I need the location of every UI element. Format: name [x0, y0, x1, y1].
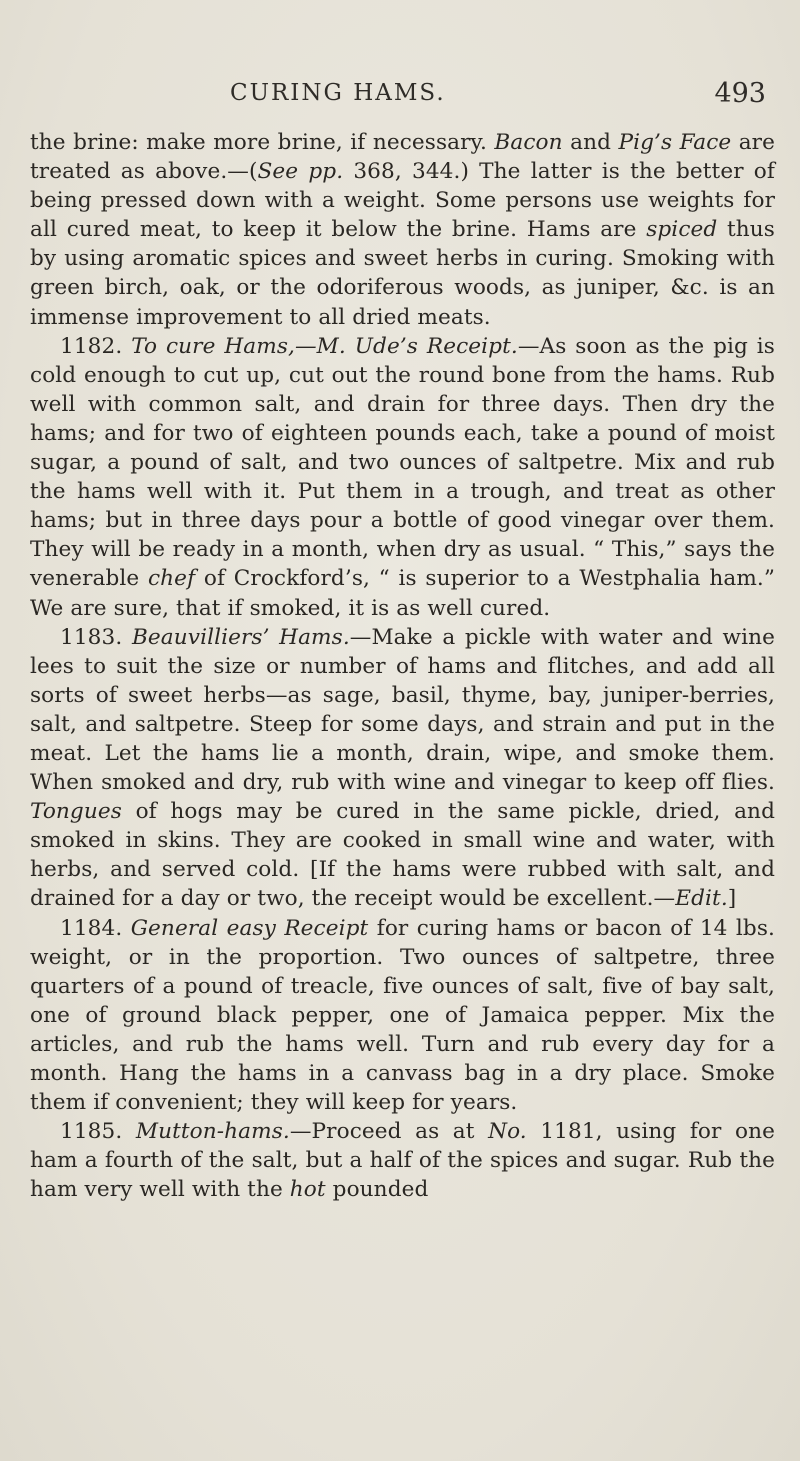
- text-run: 1184.: [60, 915, 131, 941]
- text-run: the brine: make more brine, if necessary.: [30, 130, 495, 155]
- paragraph: [30, 1117, 775, 1204]
- italic-text: See pp.: [257, 159, 344, 185]
- italic-text: Pig’s Face: [618, 130, 732, 155]
- italic-text: General easy Receipt: [130, 915, 369, 941]
- italic-text: Tongues: [30, 799, 122, 825]
- text-run: ]: [727, 886, 737, 912]
- italic-text: Bacon: [494, 130, 563, 155]
- running-title: CURING HAMS.: [230, 80, 446, 106]
- italic-text: spiced: [646, 217, 718, 243]
- paragraph: [30, 128, 775, 332]
- paragraph: [30, 332, 775, 623]
- italic-text: Edit.: [675, 886, 728, 912]
- text-run: of hogs may be cured in the same pickle, dried, and smoked in skins. They are cooked in small wine and water, with herbs, and served cold. [If the hams were rubbed with salt, and drained for a day or two, the receipt would be excellent.—: [30, 799, 775, 912]
- italic-text: chef: [147, 566, 196, 592]
- text-run: thus by using aromatic spices and sweet herbs in curing. Smoking with green birch, oak, or the odoriferous woods, as juniper, &c. is an immense improvement to all dried meats.: [30, 217, 775, 330]
- italic-text: To cure Hams,—M. Ude’s Receipt.: [131, 333, 518, 359]
- paragraph: [30, 914, 775, 1118]
- italic-text: Mutton-hams.: [135, 1119, 290, 1145]
- text-run: 1185.: [60, 1119, 136, 1145]
- text-run: 1182.: [60, 333, 132, 359]
- text-run: —Make a pickle with water and wine lees to suit the size or number of hams and flitches, and add all sorts of sweet herbs—as sage, basil, thyme, bay, juniper-berries, salt, and saltpetre. Steep for some days, and strain and put in the meat. Let the hams lie a month, drain, wipe, and smoke them. When smoked and dry, rub with wine and vinegar to keep off flies.: [30, 624, 775, 796]
- text-run: 1181, using for one ham a fourth of the salt, but a half of the spices and sugar. Rub the ham very well with the: [30, 1119, 775, 1203]
- text-run: 1183.: [60, 624, 132, 650]
- body-text: [30, 128, 775, 1204]
- italic-text: No.: [488, 1119, 527, 1145]
- text-run: for curing hams or bacon of 14 lbs. weight, or in the proportion. Two ounces of saltpetre, three quarters of a pound of treacle, five ounces of salt, five of bay salt, one of ground black pepper, one of Jamaica pepper. Mix the articles, and rub the hams well. Turn and rub every day for a month. Hang the hams in a canvass bag in a dry place. Smoke them if convenient; they will keep for years.: [30, 915, 775, 1116]
- text-run: and: [562, 130, 619, 155]
- italic-text: hot: [289, 1177, 326, 1203]
- text-run: are treated as above.—(: [30, 130, 775, 185]
- page-number: 493: [714, 78, 766, 109]
- italic-text: Beauvilliers’ Hams.: [131, 624, 350, 650]
- text-run: of Crockford’s, “ is superior to a Westphalia ham.” We are sure, that if smoked, it is as well cured.: [30, 566, 775, 621]
- text-run: 368, 344.) The latter is the better of being pressed down with a weight. Some persons use weights for all cured meat, to keep it below the brine. Hams are: [30, 159, 775, 243]
- text-run: —Proceed as at: [289, 1119, 489, 1145]
- paragraph: [30, 623, 775, 914]
- text-run: pounded: [325, 1177, 429, 1203]
- text-run: —As soon as the pig is cold enough to cut up, cut out the round bone from the hams. Rub well with common salt, and drain for three days. Then dry the hams; and for two of eighteen pounds each, take a pound of moist sugar, a pound of salt, and two ounces of saltpetre. Mix and rub the hams well with it. Put them in a trough, and treat as other hams; but in three days pour a bottle of good vinegar over them. They will be ready in a month, when dry as usual. “ This,” says the venerable: [30, 333, 775, 592]
- running-head: [0, 80, 800, 120]
